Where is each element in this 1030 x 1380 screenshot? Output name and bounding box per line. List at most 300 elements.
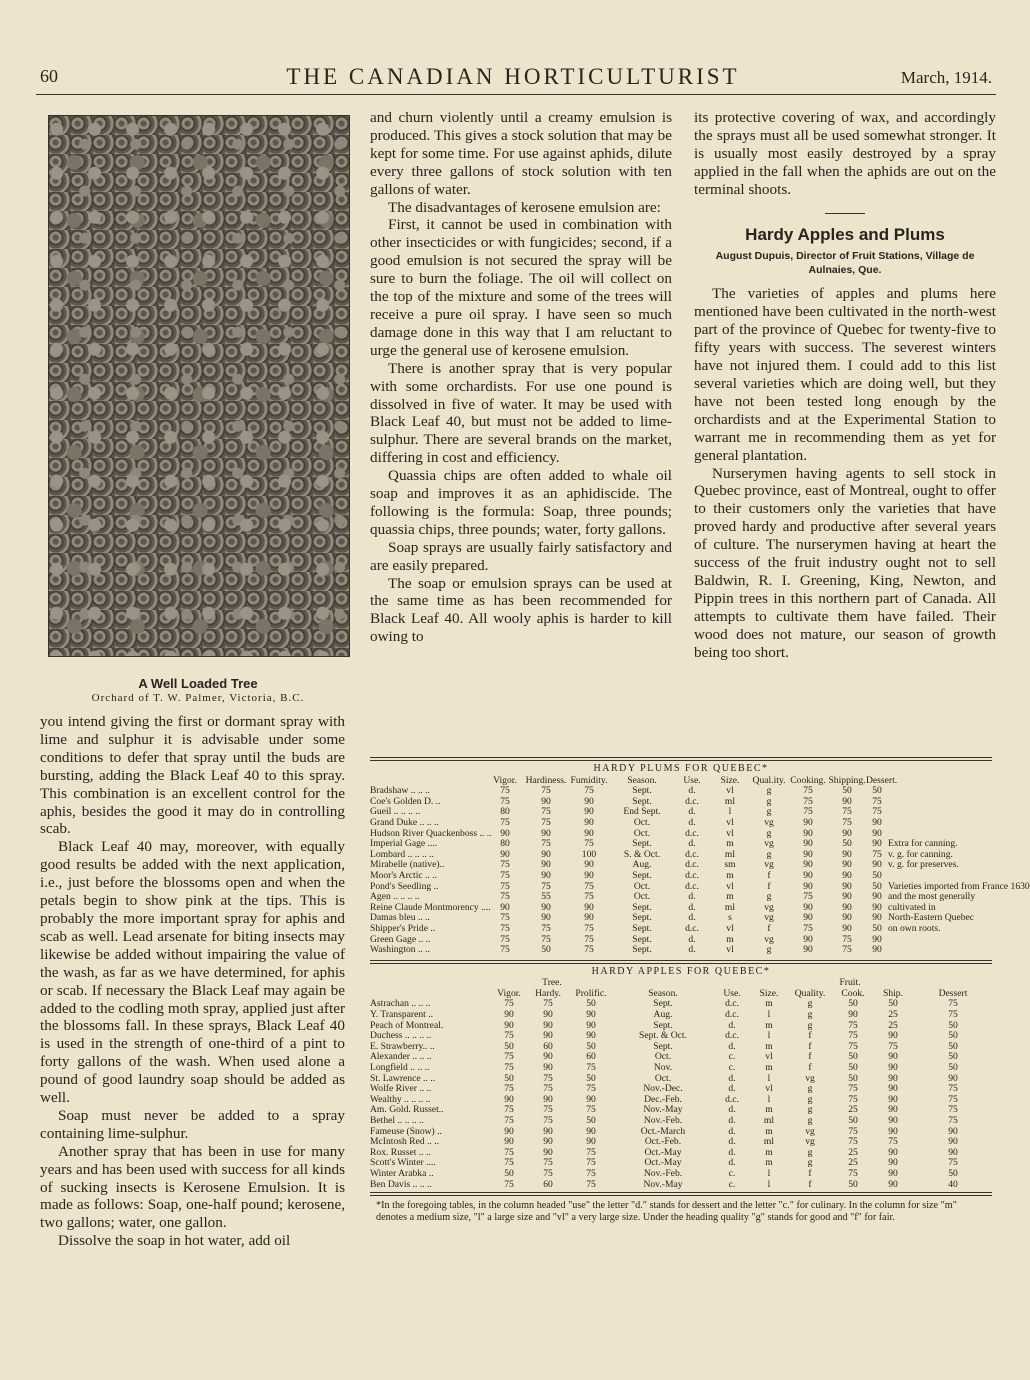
table-cell: Sept. & Oct. bbox=[639, 1030, 687, 1042]
table-cell: g bbox=[807, 1115, 813, 1126]
table-cell: d.c. bbox=[685, 859, 699, 871]
table-cell: f bbox=[767, 869, 771, 881]
table-cell: g bbox=[807, 1104, 813, 1116]
table-cell: 75 bbox=[848, 1167, 858, 1179]
table-cell: m bbox=[765, 1104, 773, 1116]
variety-name: Astrachan .. .. .. bbox=[370, 998, 431, 1010]
section-divider bbox=[825, 213, 865, 214]
table-cell: d.c. bbox=[725, 998, 739, 1010]
table-row bbox=[370, 1180, 992, 1191]
table-cell: 90 bbox=[948, 1136, 958, 1148]
table-cell: 90 bbox=[842, 869, 852, 881]
paragraph: There is another spray that is very popular with some orchardists. For use one pound is dissolved in five of water. It may be used with Black Leaf 40, but must not be added to lime-sulphur. There are several brands on the market, differing in cost and efficiency. bbox=[370, 359, 672, 467]
table-cell: Sept. bbox=[632, 933, 652, 945]
table-cell: 75 bbox=[541, 816, 551, 828]
plums-table-header bbox=[370, 776, 992, 787]
table-cell bbox=[888, 871, 992, 882]
table-cell: 90 bbox=[584, 816, 594, 828]
table-cell: Sept. bbox=[632, 922, 652, 934]
table-cell: 75 bbox=[872, 848, 882, 860]
table-cell: 75 bbox=[586, 1083, 596, 1095]
table-cell: 90 bbox=[504, 1125, 514, 1137]
column-header: Dessert bbox=[938, 987, 968, 999]
variety-name: Washington .. .. bbox=[370, 944, 430, 956]
table-cell: 75 bbox=[541, 785, 551, 797]
table-cell: 90 bbox=[948, 1146, 958, 1158]
variety-name: Reine Claude Montmorency .... bbox=[370, 901, 491, 913]
table-cell: vg bbox=[805, 1125, 815, 1137]
column-3 bbox=[694, 109, 996, 661]
issue-date: March, 1914. bbox=[900, 68, 992, 87]
table-cell: d.c. bbox=[725, 1093, 739, 1105]
table-cell: sm bbox=[724, 859, 736, 871]
table-cell: Oct.-May bbox=[644, 1157, 682, 1169]
tree-group-header: Tree. bbox=[542, 977, 562, 989]
table-cell: g bbox=[766, 795, 772, 807]
table-cell: 25 bbox=[888, 1019, 898, 1031]
table-cell: 75 bbox=[848, 1093, 858, 1105]
table-cell: d. bbox=[688, 785, 696, 797]
paragraph: you intend giving the first or dormant spray with lime and sulphur it is advisable under some conditions to defer that spray until the buds are bursting, adding the Black Leaf 40 to this spray. This combination is an excellent control for the aphis, besides the good it may do in controlling scab. bbox=[40, 713, 345, 838]
table-cell: f bbox=[808, 1030, 812, 1042]
table-row bbox=[370, 818, 992, 829]
page-number: 60 bbox=[40, 66, 58, 86]
variety-name: Coe's Golden D. .. bbox=[370, 795, 441, 807]
plums-table-title: HARDY PLUMS FOR QUEBEC* bbox=[593, 763, 769, 774]
variety-name: Lombard .. .. .. .. bbox=[370, 848, 434, 860]
table-cell: Nov.-Feb. bbox=[643, 1115, 683, 1126]
table-cell: 75 bbox=[586, 1167, 596, 1179]
table-cell: 55 bbox=[541, 891, 551, 903]
table-cell: 90 bbox=[803, 838, 813, 850]
table-cell: cultivated in bbox=[888, 901, 936, 913]
header-rule bbox=[36, 94, 996, 95]
table-cell: s bbox=[728, 912, 732, 924]
table-cell: 75 bbox=[848, 1019, 858, 1031]
table-cell: vg bbox=[764, 901, 774, 913]
table-cell: 90 bbox=[872, 827, 882, 839]
table-cell: 90 bbox=[543, 1051, 553, 1063]
table-cell: 50 bbox=[948, 1051, 958, 1063]
table-cell: ml bbox=[724, 795, 736, 807]
table-cell: Oct.-Feb. bbox=[644, 1136, 682, 1148]
table-cell: vg bbox=[764, 859, 774, 871]
table-cell: Sept. bbox=[632, 944, 652, 956]
table-cell: d. bbox=[728, 1083, 736, 1095]
table-cell: 75 bbox=[586, 1157, 596, 1169]
column-1 bbox=[40, 713, 345, 1250]
table-cell: Oct. bbox=[633, 891, 651, 903]
table-cell: c. bbox=[728, 1051, 736, 1063]
table-cell: 75 bbox=[543, 998, 553, 1010]
variety-name: Ben Davis .. .. .. bbox=[370, 1178, 432, 1190]
table-cell: 75 bbox=[543, 1072, 553, 1084]
table-cell: 50 bbox=[848, 998, 858, 1010]
plums-table bbox=[370, 774, 1030, 956]
table-cell: d.c. bbox=[685, 869, 699, 881]
table-cell: 90 bbox=[888, 1093, 898, 1105]
table-cell: 50 bbox=[842, 838, 852, 850]
table-cell: 75 bbox=[543, 1104, 553, 1116]
table-cell: 75 bbox=[504, 1062, 514, 1074]
table-cell: 90 bbox=[888, 1178, 898, 1190]
table-cell: 90 bbox=[584, 806, 594, 818]
table-cell: 90 bbox=[504, 1136, 514, 1148]
table-cell: d. bbox=[688, 891, 696, 903]
table-cell: 90 bbox=[541, 859, 551, 871]
table-cell: l bbox=[767, 1072, 771, 1084]
table-cell: 90 bbox=[584, 795, 594, 807]
table-cell: 90 bbox=[842, 912, 852, 924]
table-cell: 90 bbox=[504, 1019, 514, 1031]
table-cell: 75 bbox=[848, 1030, 858, 1042]
table-cell: Nov.-Feb. bbox=[643, 1167, 683, 1179]
table-cell: 50 bbox=[948, 1030, 958, 1042]
table-cell: 90 bbox=[948, 1125, 958, 1137]
variety-name: Duchess .. .. .. .. bbox=[370, 1030, 432, 1042]
table-cell: 75 bbox=[543, 1083, 553, 1095]
table-cell: 75 bbox=[842, 806, 852, 818]
table-cell: d. bbox=[728, 1019, 736, 1031]
table-cell: 75 bbox=[504, 1083, 514, 1095]
table-cell: l bbox=[767, 1167, 771, 1179]
table-cell: 75 bbox=[584, 891, 594, 903]
table-cell: 90 bbox=[500, 827, 510, 839]
table-cell: Sept. bbox=[632, 785, 652, 797]
table-footnote: *In the foregoing tables, in the column headed "use" the letter "d." stands for dessert and the letter "c." for culinary. In the column for size "m" denotes a medium size, "l" a large size and "vl" a very large size. Under the heading quality "g" stands for good and "f" for fair. bbox=[376, 1200, 957, 1223]
variety-name: Bethel .. .. .. .. bbox=[370, 1115, 424, 1126]
table-cell: vg bbox=[805, 1136, 815, 1148]
table-cell: Sept. bbox=[632, 795, 652, 807]
table-cell: 90 bbox=[803, 912, 813, 924]
table-rule bbox=[370, 960, 992, 964]
variety-name: Winter Arabka .. bbox=[370, 1167, 434, 1179]
table-cell: 90 bbox=[842, 859, 852, 871]
table-cell: 75 bbox=[543, 1157, 553, 1169]
variety-name: Green Gage .. .. bbox=[370, 933, 431, 945]
table-cell: 75 bbox=[586, 1062, 596, 1074]
table-cell: 90 bbox=[888, 1072, 898, 1084]
table-cell: d.c. bbox=[685, 827, 699, 839]
table-cell: Nov.-Dec. bbox=[643, 1083, 683, 1095]
table-cell: 90 bbox=[888, 1062, 898, 1074]
paragraph: Black Leaf 40 may, moreover, with equally good results be added with the next application, i.e., just before the blossoms open and when the petals begin to show pink at the tips. This is probably the more important spray for aphis and scab as well. Lead arsenate for biting insects may likewise be added without impairing the value of the wash, as far as we have determined, for aphis or scab. If necessary the Black Leaf may again be added to the codling moth spray, applied just after the blossoms fall. In these sprays, Black Leaf 40 is used in the strength of one-third of a pint to forty gallons of the wash. When used alone a pound of good laundry soap should be added as well. bbox=[40, 838, 345, 1107]
column-header: Vigor. bbox=[497, 987, 521, 999]
table-cell: f bbox=[767, 922, 771, 934]
table-cell: 50 bbox=[948, 1062, 958, 1074]
table-cell: S. & Oct. bbox=[623, 848, 661, 860]
table-cell: 60 bbox=[543, 1040, 553, 1052]
publication-title: THE CANADIAN HORTICULTURIST bbox=[286, 64, 740, 89]
variety-name: Wealthy .. .. .. .. bbox=[370, 1093, 431, 1105]
table-cell: 50 bbox=[888, 998, 898, 1010]
table-row bbox=[370, 935, 992, 946]
table-cell: 50 bbox=[948, 1019, 958, 1031]
table-cell: vg bbox=[764, 933, 774, 945]
table-cell: 90 bbox=[872, 816, 882, 828]
table-row bbox=[370, 945, 992, 956]
table-cell: 75 bbox=[803, 785, 813, 797]
table-cell: 75 bbox=[500, 891, 510, 903]
table-cell: m bbox=[726, 838, 734, 850]
column-header: Hardy. bbox=[535, 987, 561, 999]
table-cell: 90 bbox=[543, 1146, 553, 1158]
table-cell: Extra for canning. bbox=[888, 838, 958, 850]
table-cell: 75 bbox=[541, 806, 551, 818]
variety-name: Am. Gold. Russet.. bbox=[370, 1104, 444, 1116]
paragraph: Another spray that has been in use for many years and has been used with success for all kinds of sucking insects is Kerosene Emulsion. It is made as follows: Soap, one-half pound; kerosene, two gallons; water, one gallon. bbox=[40, 1142, 345, 1232]
table-cell: c. bbox=[728, 1167, 736, 1179]
table-cell: 75 bbox=[500, 912, 510, 924]
table-cell: 90 bbox=[584, 901, 594, 913]
table-cell: 75 bbox=[504, 1104, 514, 1116]
table-cell: 50 bbox=[504, 1040, 514, 1052]
table-cell: 75 bbox=[948, 1157, 958, 1169]
column-header: Vigor. bbox=[493, 774, 517, 786]
table-cell: d. bbox=[728, 1104, 736, 1116]
table-row bbox=[370, 1052, 992, 1063]
variety-name: Damas bleu .. .. bbox=[370, 912, 430, 924]
table-cell: 75 bbox=[584, 880, 594, 892]
table-cell: d. bbox=[688, 912, 696, 924]
variety-name: Imperial Gage .... bbox=[370, 838, 438, 850]
table-cell: 50 bbox=[586, 1040, 596, 1052]
table-cell: 100 bbox=[581, 848, 597, 860]
table-cell: d. bbox=[688, 901, 696, 913]
table-cell: Oct. bbox=[654, 1072, 672, 1084]
table-cell: 25 bbox=[848, 1157, 858, 1169]
table-cell: g bbox=[766, 806, 772, 818]
table-cell: ml bbox=[763, 1136, 775, 1148]
table-cell: 75 bbox=[504, 1030, 514, 1042]
table-cell: 90 bbox=[541, 912, 551, 924]
table-cell: vl bbox=[726, 922, 734, 934]
table-cell: 90 bbox=[584, 859, 594, 871]
table-cell: g bbox=[766, 785, 772, 797]
column-header: Cook. bbox=[841, 987, 865, 999]
paragraph: Dissolve the soap in hot water, add oil bbox=[58, 1232, 291, 1250]
table-cell: 90 bbox=[803, 848, 813, 860]
table-cell: m bbox=[726, 891, 734, 903]
table-cell: m bbox=[765, 1019, 773, 1031]
table-cell: 80 bbox=[500, 838, 510, 850]
table-cell: 90 bbox=[586, 1009, 596, 1021]
table-cell: Sept. bbox=[653, 1019, 673, 1031]
table-cell: End Sept. bbox=[623, 806, 661, 818]
paragraph: Nurserymen having agents to sell stock in Quebec province, east of Montreal, ought to offer to their customers only the varieties that have proved hardy and productive after several years of culture. The nurserymen having at heart the success of the fruit industry ought not to sell Baldwin, R. I. Greening, King, Newton, and Pippin trees in this northern part of Canada. All attempts to cultivate them have failed. Their wood does not mature, our season of growth being too short. bbox=[694, 464, 996, 661]
table-cell: 90 bbox=[541, 827, 551, 839]
table-cell: Dec.-Feb. bbox=[644, 1093, 682, 1105]
table-cell: 90 bbox=[888, 1125, 898, 1137]
table-row bbox=[370, 1063, 992, 1074]
table-cell: vl bbox=[726, 816, 734, 828]
variety-name: Agen .. .. .. .. bbox=[370, 891, 420, 903]
table-row bbox=[370, 797, 992, 808]
paragraph: Quassia chips are often added to whale oil soap and improves it as an aphidiscide. The following is the formula: Soap, three pounds; quassia chips, three pounds; water, forty gallons. bbox=[370, 467, 672, 538]
table-cell: 90 bbox=[504, 1093, 514, 1105]
table-cell: 75 bbox=[500, 880, 510, 892]
table-cell: 75 bbox=[543, 1115, 553, 1126]
table-cell: ml bbox=[763, 1115, 775, 1126]
paragraph: its protective covering of wax, and accordingly the sprays must all be used somewhat stronger. It is usually most easily destroyed by a spray applied in the fall when the aphids are out on the terminal shoots. bbox=[694, 109, 996, 198]
variety-name: Hudson River Quackenboss .. .. bbox=[370, 827, 492, 839]
table-cell: d. bbox=[728, 1115, 736, 1126]
table-cell: 75 bbox=[584, 922, 594, 934]
table-cell: 75 bbox=[842, 933, 852, 945]
table-cell: 75 bbox=[504, 998, 514, 1010]
table-cell: 90 bbox=[584, 912, 594, 924]
paragraph: Soap sprays are usually fairly satisfactory and are easily prepared. bbox=[370, 538, 672, 574]
table-cell: 50 bbox=[848, 1051, 858, 1063]
variety-name: Moor's Arctic .. .. bbox=[370, 869, 438, 881]
table-cell: d. bbox=[728, 1146, 736, 1158]
table-cell: 90 bbox=[500, 848, 510, 860]
table-cell: 90 bbox=[543, 1093, 553, 1105]
table-cell: 50 bbox=[848, 1178, 858, 1190]
variety-name: Gueil .. .. .. .. bbox=[370, 806, 421, 818]
variety-name: Bradshaw .. .. .. bbox=[370, 785, 430, 797]
table-cell: 90 bbox=[803, 859, 813, 871]
variety-name: Mirabelle (native).. bbox=[370, 859, 445, 871]
table-cell: 75 bbox=[500, 922, 510, 934]
variety-name: McIntosh Red .. .. bbox=[370, 1136, 440, 1148]
table-cell bbox=[888, 935, 992, 946]
table-cell: 90 bbox=[803, 869, 813, 881]
table-cell: 90 bbox=[803, 901, 813, 913]
table-cell: 75 bbox=[584, 933, 594, 945]
table-cell: 25 bbox=[848, 1146, 858, 1158]
table-cell: 75 bbox=[948, 1083, 958, 1095]
table-cell: g bbox=[807, 1157, 813, 1169]
column-header: Cooking. bbox=[790, 774, 826, 786]
table-cell: 75 bbox=[803, 795, 813, 807]
table-cell: 75 bbox=[541, 933, 551, 945]
table-cell: 90 bbox=[872, 891, 882, 903]
table-cell: Aug. bbox=[653, 1009, 673, 1021]
table-cell: 75 bbox=[504, 1157, 514, 1169]
table-cell: m bbox=[765, 1146, 773, 1158]
table-cell bbox=[888, 945, 992, 956]
table-cell: m bbox=[765, 1062, 773, 1074]
table-rule bbox=[370, 1192, 992, 1196]
table-cell: g bbox=[807, 998, 813, 1010]
table-cell: 75 bbox=[504, 1146, 514, 1158]
table-cell: f bbox=[808, 1051, 812, 1063]
table-cell: 75 bbox=[500, 816, 510, 828]
table-cell: Sept. bbox=[632, 901, 652, 913]
table-cell: Oct. bbox=[633, 816, 651, 828]
column-header: Ship. bbox=[883, 987, 903, 999]
variety-name: Shipper's Pride .. bbox=[370, 922, 436, 934]
table-cell: d.c. bbox=[685, 795, 699, 807]
table-cell: 90 bbox=[888, 1083, 898, 1095]
table-cell: 75 bbox=[543, 1167, 553, 1179]
table-cell: g bbox=[807, 1146, 813, 1158]
column-header: Use. bbox=[683, 774, 701, 786]
table-cell: l bbox=[767, 1030, 771, 1042]
table-cell: m bbox=[726, 933, 734, 945]
table-cell: 50 bbox=[504, 1072, 514, 1084]
column-header: Season. bbox=[627, 774, 657, 786]
table-cell: 50 bbox=[842, 785, 852, 797]
column-header: Dessert. bbox=[866, 774, 898, 786]
table-cell: vl bbox=[726, 827, 734, 839]
table-cell: 90 bbox=[888, 1146, 898, 1158]
paragraph: The disadvantages of kerosene emulsion are: bbox=[388, 198, 661, 216]
photo-caption-subtitle: Orchard of T. W. Palmer, Victoria, B.C. bbox=[91, 692, 305, 704]
photo-caption-title: A Well Loaded Tree bbox=[138, 676, 258, 691]
table-cell: 75 bbox=[584, 944, 594, 956]
table-cell: Sept. bbox=[653, 1040, 673, 1052]
table-cell: 90 bbox=[803, 944, 813, 956]
apples-table-header bbox=[370, 989, 992, 1000]
apples-table bbox=[370, 978, 992, 1190]
table-cell: 90 bbox=[872, 933, 882, 945]
table-cell: 60 bbox=[543, 1178, 553, 1190]
table-cell: 90 bbox=[842, 827, 852, 839]
table-cell: 75 bbox=[803, 891, 813, 903]
table-cell: 75 bbox=[586, 1178, 596, 1190]
table-cell: 90 bbox=[842, 848, 852, 860]
table-cell: vl bbox=[726, 785, 734, 797]
table-cell: f bbox=[808, 1167, 812, 1179]
table-cell: Oct. bbox=[654, 1051, 672, 1063]
table-cell: d.c. bbox=[685, 922, 699, 934]
table-cell: 90 bbox=[872, 944, 882, 956]
table-cell: l bbox=[767, 1178, 771, 1190]
table-cell: 50 bbox=[848, 1072, 858, 1084]
table-cell: 50 bbox=[872, 869, 882, 881]
table-cell: North-Eastern Quebec bbox=[888, 912, 975, 924]
table-cell: d. bbox=[728, 1157, 736, 1169]
table-cell: 75 bbox=[948, 1115, 958, 1126]
table-cell: 50 bbox=[586, 998, 596, 1010]
table-cell: g bbox=[766, 848, 772, 860]
table-cell: d.c. bbox=[685, 880, 699, 892]
table-cell: 90 bbox=[872, 859, 882, 871]
table-cell: g bbox=[807, 1093, 813, 1105]
table-cell: Oct.-May bbox=[644, 1146, 682, 1158]
variety-name: Pond's Seedling .. bbox=[370, 880, 439, 892]
table-cell: d. bbox=[688, 944, 696, 956]
table-cell: d. bbox=[688, 816, 696, 828]
table-cell: 75 bbox=[872, 806, 882, 818]
table-cell: 90 bbox=[848, 1009, 858, 1021]
table-row bbox=[370, 807, 992, 818]
table-cell: 50 bbox=[872, 922, 882, 934]
table-cell bbox=[888, 807, 992, 818]
table-cell: d.c. bbox=[685, 848, 699, 860]
table-cell: 50 bbox=[541, 944, 551, 956]
table-cell: 90 bbox=[888, 1104, 898, 1116]
table-cell: 75 bbox=[541, 922, 551, 934]
table-cell: 50 bbox=[872, 880, 882, 892]
table-cell: 25 bbox=[848, 1104, 858, 1116]
table-cell: 90 bbox=[543, 1009, 553, 1021]
table-cell: d.c. bbox=[725, 1030, 739, 1042]
table-cell: 75 bbox=[948, 1104, 958, 1116]
column-header: Fumidity. bbox=[570, 774, 608, 786]
table-cell: d. bbox=[728, 1136, 736, 1148]
table-row bbox=[370, 1031, 992, 1042]
variety-name: Fameuse (Snow) .. bbox=[370, 1125, 442, 1137]
table-cell: f bbox=[808, 1178, 812, 1190]
article-title: Hardy Apples and Plums bbox=[745, 224, 945, 244]
table-cell: 90 bbox=[543, 1125, 553, 1137]
table-row bbox=[370, 871, 992, 882]
article-byline: August Dupuis, Director of Fruit Stations, Village de Aulnaies, Que. bbox=[715, 250, 975, 277]
table-cell: 90 bbox=[584, 827, 594, 839]
